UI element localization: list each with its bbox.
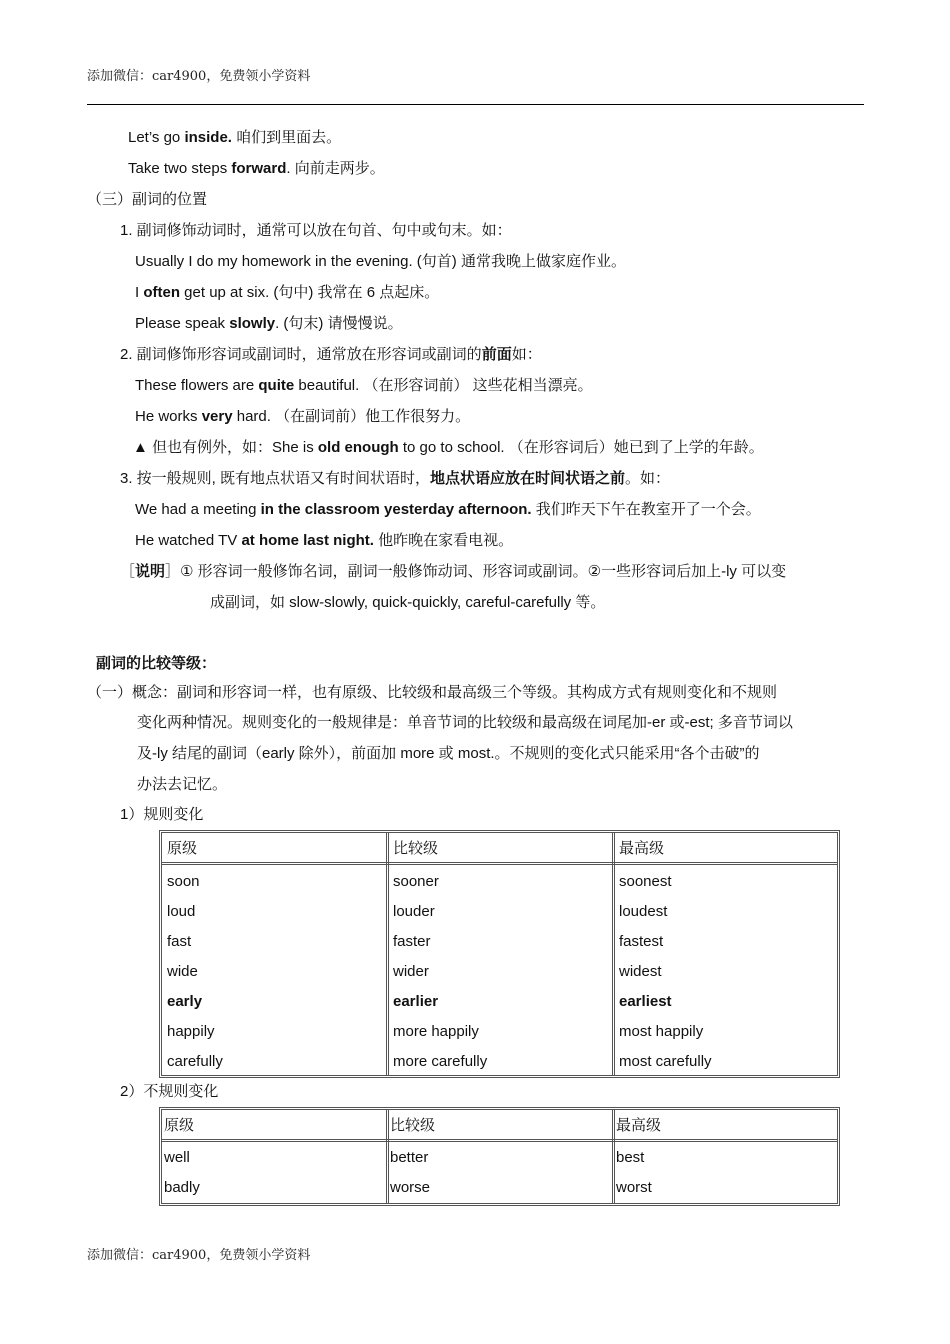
table-cell: widest xyxy=(619,963,662,980)
example-sentence-end xyxy=(135,314,403,334)
table-cell: loud xyxy=(167,903,196,920)
rule-2 xyxy=(120,345,542,365)
table-cell: most happily xyxy=(619,1023,704,1040)
regular-comparison-table xyxy=(159,830,840,1078)
table-cell: happily xyxy=(167,1023,215,1040)
concept-line-3: 及-ly 结尾的副词（early 除外），前面加 more 或 most.。不规则的变化式只能采用“各个击破”的 xyxy=(137,745,760,762)
table-cell: more happily xyxy=(393,1023,479,1040)
table-cell: early xyxy=(167,993,203,1010)
text-segment: 我们昨天下午在教室开了一个会。 xyxy=(531,501,761,518)
table-header-cell: 原级 xyxy=(167,840,198,857)
exception-note xyxy=(133,438,764,458)
table-column-divider xyxy=(612,833,615,1075)
table-header-divider xyxy=(162,1139,837,1142)
table-cell: fast xyxy=(167,933,192,950)
table-cell: wider xyxy=(393,963,429,980)
bold-segment: often xyxy=(143,284,181,301)
table-cell: earliest xyxy=(619,993,672,1010)
text-segment: He watched TV xyxy=(135,532,242,549)
table-header-divider xyxy=(162,862,837,865)
concept-line-4: 办法去记忆。 xyxy=(137,776,228,793)
table-cell: worst xyxy=(616,1179,652,1196)
example-sentence-meeting xyxy=(135,500,761,520)
concept-line-1: （一）概念：副词和形容词一样，也有原级、比较级和最高级三个等级。其构成方式有规则变化和不规则 xyxy=(87,684,778,701)
bold-segment: in the classroom yesterday afternoon. xyxy=(260,501,532,518)
text-segment: He works xyxy=(135,408,202,425)
table-header-cell: 比较级 xyxy=(390,1117,436,1134)
text-segment: 2. 副词修饰形容词或副词时，通常放在形容词或副词的 xyxy=(120,346,482,363)
example-line-forward xyxy=(128,159,385,179)
bold-segment: 地点状语应放在时间状语之前 xyxy=(430,470,626,487)
text-segment: 3. 按一般规则, 既有地点状语又有时间状语时， xyxy=(120,470,431,487)
table-header-cell: 原级 xyxy=(164,1117,195,1134)
bold-segment: 说明 xyxy=(135,563,166,580)
table-cell: sooner xyxy=(393,873,439,890)
table-cell: more carefully xyxy=(393,1053,488,1070)
example-sentence-middle xyxy=(135,283,439,303)
table-cell: badly xyxy=(164,1179,200,1196)
text-segment: 他昨晚在家看电视。 xyxy=(373,532,514,549)
table-cell: loudest xyxy=(619,903,668,920)
table-cell: soon xyxy=(167,873,200,890)
table-cell: wide xyxy=(167,963,198,980)
text-segment: 。如： xyxy=(625,470,671,487)
page-footer-text: 添加微信：car4900，免费领小学资料 xyxy=(87,1248,311,1263)
example-sentence-tv xyxy=(135,531,513,551)
table-column-divider xyxy=(386,833,389,1075)
text-segment: 如： xyxy=(511,346,542,363)
table-cell: most carefully xyxy=(619,1053,712,1070)
text-segment: ▲ 但也有例外，如：She is xyxy=(133,439,318,456)
table-cell: earlier xyxy=(393,993,439,1010)
table-cell: faster xyxy=(393,933,431,950)
text-segment: Please speak xyxy=(135,315,230,332)
table-cell: fastest xyxy=(619,933,664,950)
text-segment: beautiful. （在形容词前） 这些花相当漂亮。 xyxy=(294,377,593,394)
bold-segment: old enough xyxy=(317,439,399,456)
example-line-inside xyxy=(128,128,341,148)
text-segment: I xyxy=(135,284,144,301)
text-segment: ［ xyxy=(120,563,136,580)
bold-segment: inside. xyxy=(184,129,232,146)
table-header-cell: 最高级 xyxy=(619,840,665,857)
text-segment: get up at six. (句中) 我常在 6 点起床。 xyxy=(180,284,440,301)
table-cell: carefully xyxy=(167,1053,223,1070)
table-cell: better xyxy=(390,1149,429,1166)
table-column-divider xyxy=(612,1110,615,1203)
table-cell: well xyxy=(164,1149,190,1166)
bold-segment: forward xyxy=(231,160,287,177)
text-segment: Let’s go xyxy=(128,129,185,146)
bold-segment: very xyxy=(201,408,233,425)
text-segment: . (句末) 请慢慢说。 xyxy=(275,315,403,332)
explanation-note-line-1 xyxy=(120,562,786,582)
text-segment: We had a meeting xyxy=(135,501,261,518)
bold-segment: slowly xyxy=(229,315,276,332)
bold-segment: 前面 xyxy=(481,346,512,363)
regular-change-label: 1）规则变化 xyxy=(120,806,204,823)
example-sentence-very xyxy=(135,407,470,427)
text-segment: ］① 形容词一般修饰名词，副词一般修饰动词、形容词或副词。②一些形容词后加上-ly 可以变 xyxy=(165,563,787,580)
irregular-comparison-table xyxy=(159,1107,840,1206)
bold-segment: quite xyxy=(258,377,295,394)
concept-line-2: 变化两种情况。规则变化的一般规律是：单音节词的比较级和最高级在词尾加-er 或-est; 多音节词以 xyxy=(137,714,793,731)
table-cell: worse xyxy=(390,1179,431,1196)
page-header-text: 添加微信：car4900，免费领小学资料 xyxy=(87,69,311,84)
text-segment: to go to school. （在形容词后）她已到了上学的年龄。 xyxy=(398,439,764,456)
example-sentence-front: Usually I do my homework in the evening. (句首) 通常我晚上做家庭作业。 xyxy=(135,253,626,270)
text-segment: Take two steps xyxy=(128,160,232,177)
comparison-heading: 副词的比较等级： xyxy=(96,655,217,672)
header-divider xyxy=(87,104,864,105)
table-header-cell: 最高级 xyxy=(616,1117,662,1134)
table-cell: soonest xyxy=(619,873,672,890)
explanation-note-line-2: 成副词，如 slow-slowly, quick-quickly, careful-carefully 等。 xyxy=(210,594,606,611)
text-segment: 咱们到里面去。 xyxy=(231,129,342,146)
table-column-divider xyxy=(386,1110,389,1203)
irregular-change-label: 2）不规则变化 xyxy=(120,1083,219,1100)
table-cell: best xyxy=(616,1149,645,1166)
text-segment: hard. （在副词前）他工作很努力。 xyxy=(232,408,471,425)
table-cell: louder xyxy=(393,903,435,920)
example-sentence-quite xyxy=(135,376,593,396)
rule-3 xyxy=(120,469,670,489)
rule-1: 1. 副词修饰动词时，通常可以放在句首、句中或句末。如： xyxy=(120,222,512,239)
table-header-cell: 比较级 xyxy=(393,840,439,857)
text-segment: These flowers are xyxy=(135,377,259,394)
bold-segment: at home last night. xyxy=(241,532,374,549)
text-segment: . 向前走两步。 xyxy=(286,160,385,177)
section-heading-position: （三）副词的位置 xyxy=(87,191,208,208)
